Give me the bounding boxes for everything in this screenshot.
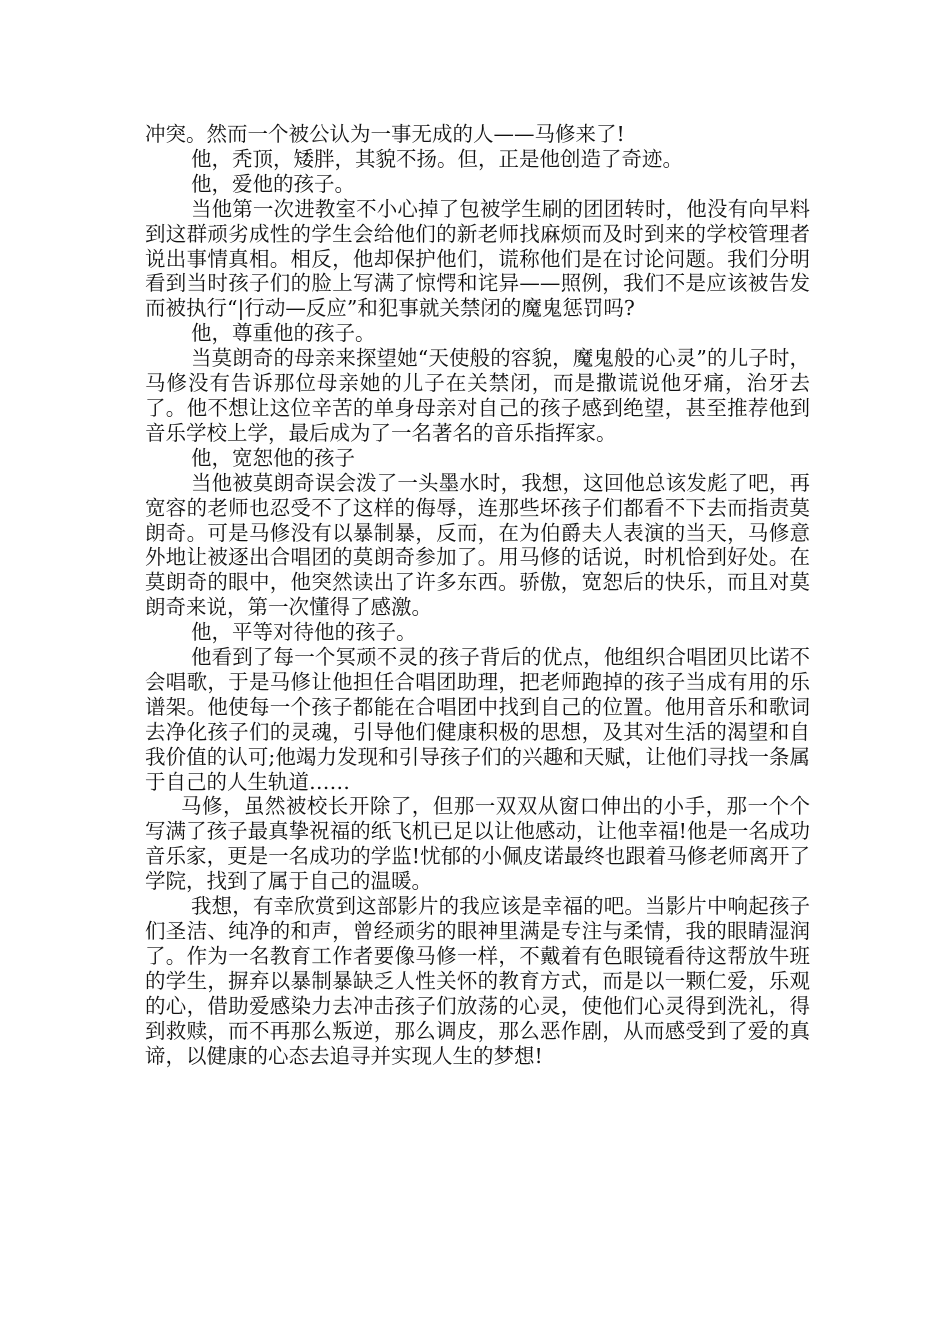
paragraph-protects-students: 当他第一次进教室不小心掉了包被学生刷的团团转时，他没有向早料到这群顽劣成性的学生会给他们的新老师找麻烦而及时到来的学校管理者说出事情真相。相反，他却保护他们，谎称他们是在讨论问题。我们分明看到当时孩子们的脸上写满了惊愕和诧异——照例，我们不是应该被告发而被执行“|行动—反应”和犯事就关禁闭的魔鬼惩罚吗? (145, 196, 810, 321)
paragraph-reflection: 我想，有幸欣赏到这部影片的我应该是幸福的吧。当影片中响起孩子们圣洁、纯净的和声，曾经顽劣的眼神里满是专注与柔情，我的眼睛湿润了。作为一名教育工作者要像马修一样，不戴着有色眼镜看待这帮放牛班的学生，摒弃以暴制暴缺乏人性关怀的教育方式，而是以一颗仁爱，乐观的心，借助爱感染力去冲击孩子们放荡的心灵，使他们心灵得到洗礼，得到救赎，而不再那么叛逆，那么调皮，那么恶作剧，从而感受到了爱的真谛，以健康的心态去追寻并实现人生的梦想! (145, 894, 810, 1068)
heading-treats-equally: 他，平等对待他的孩子。 (191, 620, 417, 645)
paragraph-dismissal: 马修，虽然被校长开除了，但那一双双从窗口伸出的小手，那一个个写满了孩子最真挚祝福的纸飞机已足以让他感动，让他幸福!他是一名成功音乐家，更是一名成功的学监!忧郁的小佩皮诺最终也跟着马修老师离开了学院，找到了属于自己的温暖。 (145, 794, 810, 894)
heading-respects-children: 他，尊重他的孩子。 (191, 321, 376, 346)
paragraph-choir: 他看到了每一个冥顽不灵的孩子背后的优点，他组织合唱团贝比诺不会唱歌，于是马修让他担任合唱团助理，把老师跑掉的孩子当成有用的乐谱架。他使每一个孩子都能在合唱团中找到自己的位置。他用音乐和歌词去净化孩子们的灵魂，引导他们健康积极的思想，及其对生活的渴望和自我价值的认可;他竭力发现和引导孩子们的兴趣和天赋，让他们寻找一条属于自己的人生轨道…… (145, 645, 810, 794)
heading-forgives-children: 他，宽恕他的孩子 (191, 445, 355, 470)
paragraph-mother-visit: 当莫朗奇的母亲来探望她“天使般的容貌，魔鬼般的心灵”的儿子时，马修没有告诉那位母亲她的儿子在关禁闭，而是撒谎说他牙痛，治牙去了。他不想让这位辛苦的单身母亲对自己的孩子感到绝望，甚至推荐他到音乐学校上学，最后成为了一名著名的音乐指挥家。 (145, 346, 810, 445)
heading-loves-children: 他，爱他的孩子。 (191, 171, 355, 196)
paragraph-continuation: 冲突。然而一个被公认为一事无成的人——马修来了! (145, 122, 625, 146)
paragraph-description: 他，秃顶，矮胖，其貌不扬。但，正是他创造了奇迹。 (191, 146, 683, 171)
document-body (145, 122, 810, 1068)
paragraph-ink-incident: 当他被莫朗奇误会泼了一头墨水时，我想，这回他总该发彪了吧，再宽容的老师也忍受不了这样的侮辱，连那些坏孩子们都看不下去而指责莫朗奇。可是马修没有以暴制暴，反而，在为伯爵夫人表演的当天，马修意外地让被逐出合唱团的莫朗奇参加了。用马修的话说，时机恰到好处。在莫朗奇的眼中，他突然读出了许多东西。骄傲，宽恕后的快乐，而且对莫朗奇来说，第一次懂得了感激。 (145, 470, 810, 620)
